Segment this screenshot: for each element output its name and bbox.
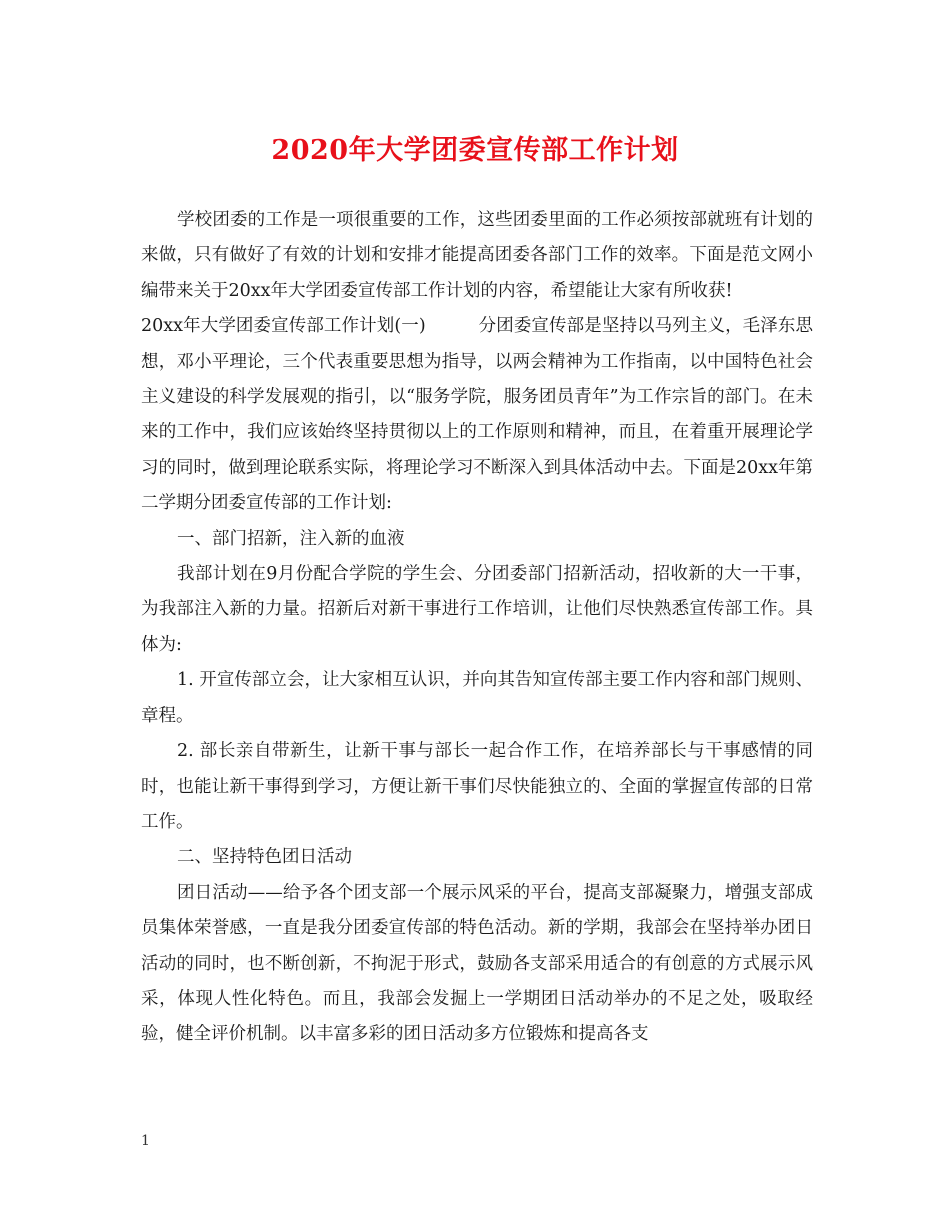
list-item-2: 2. 部长亲自带新生，让新干事与部长一起合作工作，在培养部长与干事感情的同时，也能让新干事得到学习，方便让新干事们尽快能独立的、全面的掌握宣传部的日常工作。 bbox=[141, 741, 813, 832]
document-body bbox=[141, 203, 813, 1053]
page-number: 1 bbox=[141, 1133, 150, 1149]
paragraph-league-day: 团日活动——给予各个团支部一个展示风采的平台，提高支部凝聚力，增强支部成员集体荣誉感，一直是我分团委宣传部的特色活动。新的学期，我部会在坚持举办团日活动的同时，也不断创新，不拘泥于形式，鼓励各支部采用适合的有创意的方式展示风采，体现人性化特色。而且，我部会发掘上一学期团日活动举办的不足之处，吸取经验，健全评价机制。以丰富多彩的团日活动多方位锻炼和提高各支 bbox=[141, 882, 813, 1045]
paragraph-intro: 学校团委的工作是一项很重要的工作，这些团委里面的工作必须按部就班有计划的来做，只有做好了有效的计划和安排才能提高团委各部门工作的效率。下面是范文网小编带来关于20xx年大学团委宣传部工作计划的内容，希望能让大家有所收获! bbox=[141, 210, 813, 301]
section-heading-recruitment: 一、部门招新，注入新的血液 bbox=[177, 528, 405, 549]
paragraph-plan-heading: 20xx年大学团委宣传部工作计划(一) 分团委宣传部是坚持以马列主义，毛泽东思想，邓小平理论，三个代表重要思想为指导，以两会精神为工作指南，以中国特色社会主义建设的科学发展观的指引，以“服务学院，服务团员青年”为工作宗旨的部门。在未来的工作中，我们应该始终坚持贯彻以上的工作原则和精神，而且，在着重开展理论学习的同时，做到理论联系实际，将理论学习不断深入到具体活动中去。下面是20xx年第二学期分团委宣传部的工作计划: bbox=[141, 316, 814, 514]
document-title: 2020年大学团委宣传部工作计划 bbox=[271, 135, 679, 166]
section-heading-league-day: 二、坚持特色团日活动 bbox=[177, 847, 352, 868]
list-item-1: 1. 开宣传部立会，让大家相互认识，并向其告知宣传部主要工作内容和部门规则、章程。 bbox=[141, 670, 813, 726]
paragraph-recruitment: 我部计划在9月份配合学院的学生会、分团委部门招新活动，招收新的大一干事，为我部注入新的力量。招新后对新干事进行工作培训，让他们尽快熟悉宣传部工作。具体为: bbox=[141, 564, 813, 655]
